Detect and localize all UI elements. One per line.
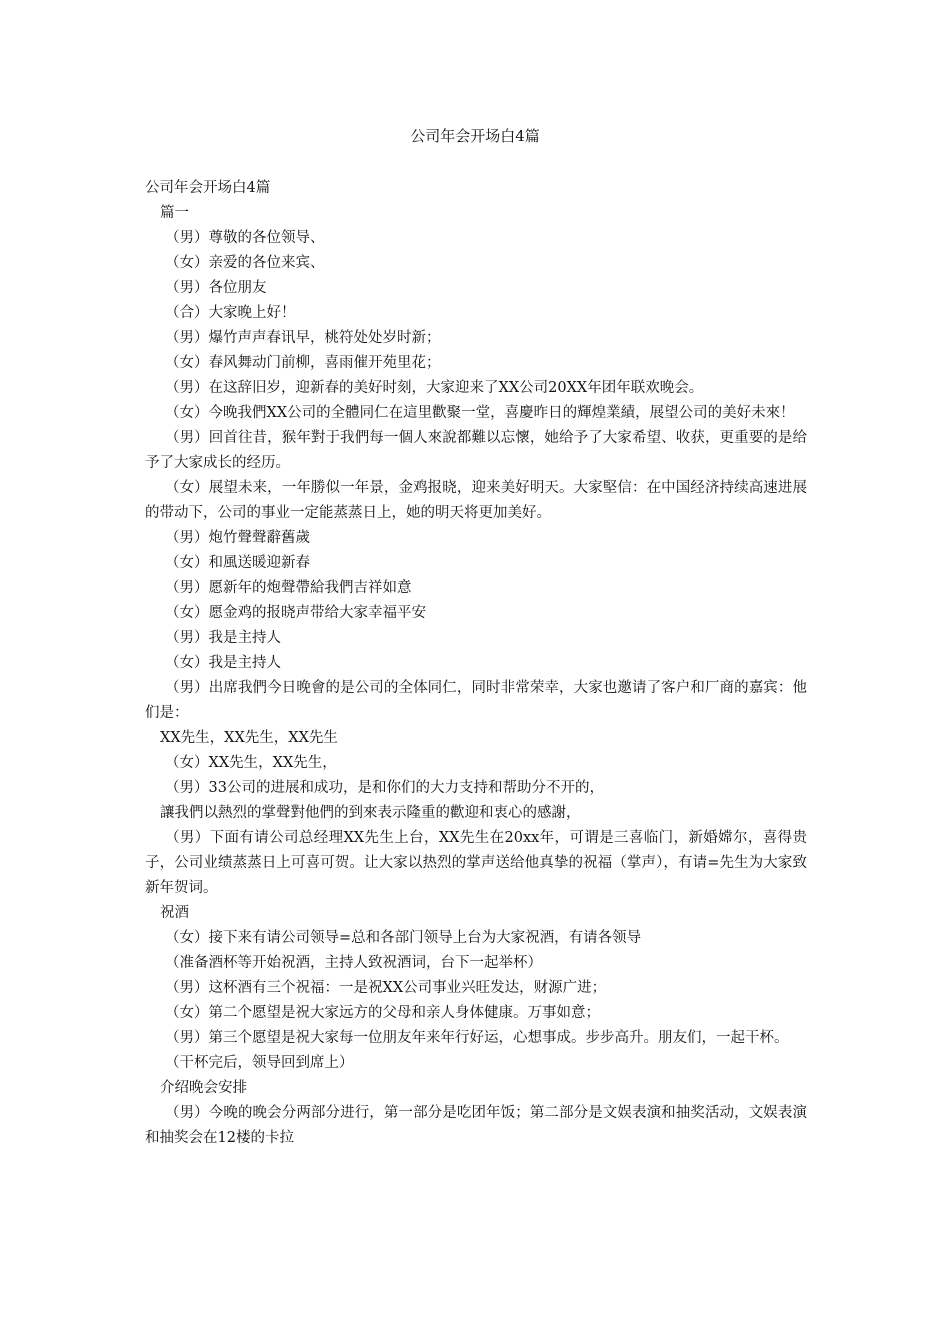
paragraph: 祝酒 (160, 905, 189, 921)
paragraph: （男）33公司的进展和成功，是和你们的大力支持和帮助分不开的， (165, 780, 604, 796)
paragraph: （男）各位朋友 (165, 280, 267, 296)
paragraph: 讓我們以熱烈的掌聲對他們的到來表示隆重的歡迎和衷心的感謝， (160, 805, 581, 821)
paragraph: （女）第二个愿望是祝大家远方的父母和亲人身体健康。万事如意； (165, 1005, 600, 1021)
paragraph: （男）尊敬的各位领导、 (165, 230, 325, 246)
paragraph: （男）今晚的晚会分两部分进行，第一部分是吃团年饭；第二部分是文娱表演和抽奖活动，文娱表演和抽奖会在12楼的卡拉 (145, 1105, 807, 1146)
paragraph: （男）第三个愿望是祝大家每一位朋友年来年行好运，心想事成。步步高升。朋友们，一起干杯。 (165, 1030, 789, 1046)
paragraph: 篇一 (160, 205, 189, 221)
paragraph: （男）回首往昔，猴年對于我們每一個人來說都難以忘懷，她给予了大家希望、收获，更重要的是给予了大家成长的经历。 (145, 430, 807, 471)
paragraph: XX先生，XX先生，XX先生 (160, 730, 338, 746)
paragraph: （女）愿金鸡的报晓声带给大家幸福平安 (165, 605, 426, 621)
paragraph: （男）在这辞旧岁，迎新春的美好时刻，大家迎来了XX公司20XX年团年联欢晚会。 (165, 380, 704, 396)
document-body (145, 176, 807, 1151)
paragraph: （女）春风舞动门前柳，喜雨催开苑里花； (165, 355, 441, 371)
paragraph: （合）大家晚上好！ (165, 305, 296, 321)
paragraph: （男）愿新年的炮聲帶給我們吉祥如意 (165, 580, 412, 596)
paragraph: （男）炮竹聲聲辭舊歲 (165, 530, 310, 546)
paragraph: （女）XX先生，XX先生， (165, 755, 337, 771)
paragraph: （女）我是主持人 (165, 655, 281, 671)
paragraph: （女）亲爱的各位来宾、 (165, 255, 325, 271)
paragraph: （女）今晚我們XX公司的全體同仁在這里歡聚一堂，喜慶昨日的輝煌業績，展望公司的美好未來！ (165, 405, 795, 421)
paragraph: （男）下面有请公司总经理XX先生上台，XX先生在20xx年，可谓是三喜临门，新婚嫦尔，喜得贵子，公司业绩蒸蒸日上可喜可贺。让大家以热烈的掌声送给他真挚的祝福（掌声），有请=先生为大家致新年贺词。 (145, 830, 807, 896)
paragraph: （男）出席我們今日晚會的是公司的全体同仁，同时非常荣幸，大家也邀请了客户和厂商的嘉宾：他们是： (145, 680, 807, 721)
paragraph: （男）爆竹声声春讯早，桃符处处岁时新； (165, 330, 441, 346)
paragraph: （女）接下来有请公司领导=总和各部门领导上台为大家祝酒，有请各领导 (165, 930, 642, 946)
paragraph: （男）这杯酒有三个祝福：一是祝XX公司事业兴旺发达，财源广进； (165, 980, 607, 996)
paragraph: （男）我是主持人 (165, 630, 281, 646)
document-title: 公司年会开场白4篇 (410, 127, 540, 145)
paragraph: （干杯完后，领导回到席上） (165, 1055, 354, 1071)
paragraph: （女）展望未来，一年勝似一年景，金鸡报晓，迎来美好明天。大家堅信：在中国经济持续高速进展的带动下，公司的事业一定能蒸蒸日上，她的明天将更加美好。 (145, 480, 807, 521)
paragraph: 介绍晚会安排 (160, 1080, 247, 1096)
paragraph: 公司年会开场白4篇 (145, 180, 271, 196)
paragraph: （女）和風送暖迎新春 (165, 555, 310, 571)
paragraph: （准备酒杯等开始祝酒，主持人致祝酒词，台下一起举杯） (165, 955, 542, 971)
